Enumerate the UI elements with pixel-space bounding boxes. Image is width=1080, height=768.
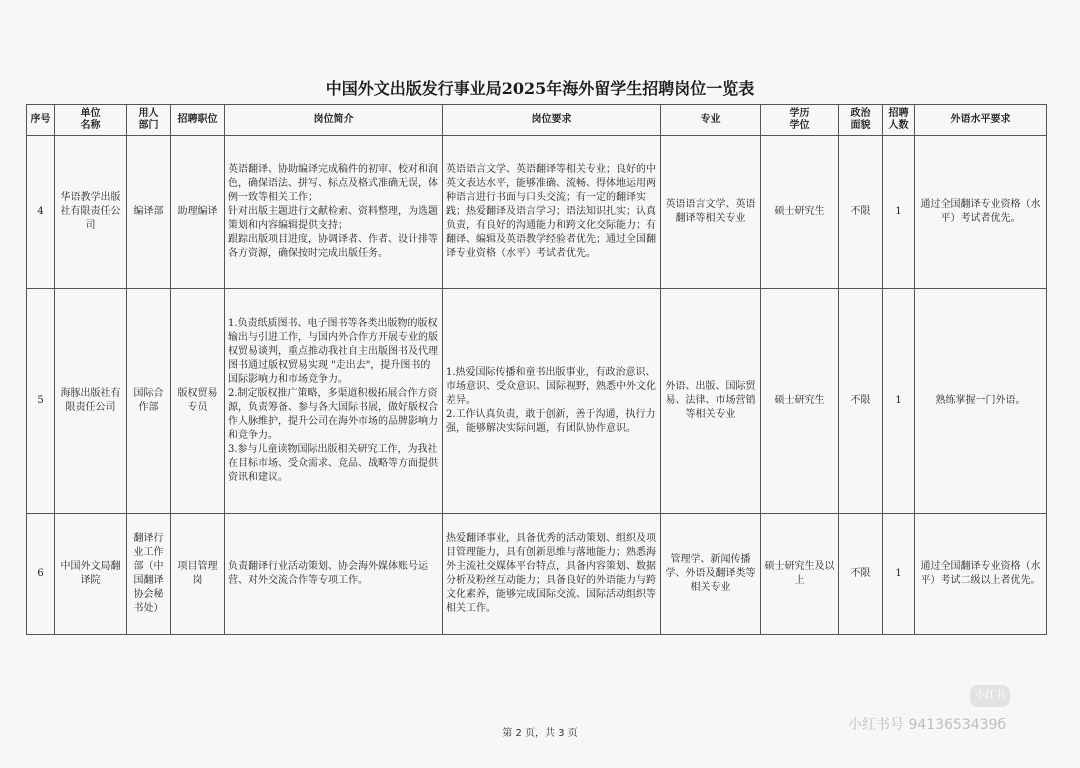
cell-language: 通过全国翻译专业资格（水平）考试者优先。 — [915, 136, 1047, 289]
cell-requirements: 1.热爱国际传播和童书出版事业，有政治意识、市场意识、受众意识、国际视野，熟悉中外文化差异。 2.工作认真负责，敢于创新，善于沟通，执行力强，能够解决实际问题，有团队协作意识。 — [443, 289, 661, 514]
header-political: 政治 面貌 — [839, 105, 883, 136]
cell-language: 熟练掌握一门外语。 — [915, 289, 1047, 514]
cell-degree: 硕士研究生及以上 — [761, 514, 839, 635]
cell-degree: 硕士研究生 — [761, 289, 839, 514]
cell-major: 管理学、新闻传播学、外语及翻译类等相关专业 — [661, 514, 761, 635]
cell-position: 版权贸易专员 — [171, 289, 225, 514]
header-degree: 学历 学位 — [761, 105, 839, 136]
header-dept: 用人 部门 — [127, 105, 171, 136]
cell-unit: 海豚出版社有限责任公司 — [55, 289, 127, 514]
cell-political: 不限 — [839, 514, 883, 635]
table-header-row — [27, 105, 1047, 136]
cell-seq: 6 — [27, 514, 55, 635]
cell-dept: 编译部 — [127, 136, 171, 289]
header-requirements: 岗位要求 — [443, 105, 661, 136]
table-row — [27, 136, 1047, 289]
header-position: 招聘职位 — [171, 105, 225, 136]
cell-position: 项目管理岗 — [171, 514, 225, 635]
cell-political: 不限 — [839, 289, 883, 514]
cell-unit: 中国外文局翻译院 — [55, 514, 127, 635]
cell-intro: 英语翻译、协助编译完成稿件的初审、校对和润色，确保语法、拼写、标点及格式准确无误，体例一致等相关工作； 针对出版主题进行文献检索、资料整理，为选题策划和内容编辑提供支持； 跟踪出版项目进度，协调译者、作者、设计排等各方资源，确保按时完成出版任务。 — [225, 136, 443, 289]
cell-requirements: 热爱翻译事业，具备优秀的活动策划、组织及项目管理能力，具有创新思维与落地能力；熟悉海外主流社交媒体平台特点，具备内容策划、数据分析及粉丝互动能力；具备良好的外语能力与跨文化素养，能够完成国际交流、国际活动组织等相关工作。 — [443, 514, 661, 635]
header-headcount: 招聘 人数 — [883, 105, 915, 136]
cell-major: 英语语言文学、英语翻译等相关专业 — [661, 136, 761, 289]
cell-intro: 1.负责纸质图书、电子图书等各类出版物的版权输出与引进工作，与国内外合作方开展专业的版权贸易谈判，重点推动我社自主出版图书及代理图书通过版权贸易实现 "走出去"，提升图书的国际影响力和市场竞争力。 2.制定版权推广策略，多渠道积极拓展合作方资源，负责筹备、参与各大国际书展，做好版权合作人脉维护，提升公司在海外市场的品牌影响力和竞争力。 3.参与儿童读物国际出版相关研究工作，为我社在目标市场、受众需求、竞品、战略等方面提供资讯和建议。 — [225, 289, 443, 514]
cell-position: 助理编译 — [171, 136, 225, 289]
watermark-user-id: 小红书号 9413653439б — [848, 717, 1007, 733]
cell-degree: 硕士研究生 — [761, 136, 839, 289]
table-row — [27, 514, 1047, 635]
header-major: 专业 — [661, 105, 761, 136]
watermark-logo: 小红书 — [970, 685, 1010, 707]
cell-political: 不限 — [839, 136, 883, 289]
cell-unit: 华语教学出版社有限责任公司 — [55, 136, 127, 289]
cell-major: 外语、出版、国际贸易、法律、市场营销等相关专业 — [661, 289, 761, 514]
cell-intro: 负责翻译行业活动策划、协会海外媒体账号运营、对外交流合作等专项工作。 — [225, 514, 443, 635]
jobs-table — [26, 104, 1047, 635]
header-intro: 岗位简介 — [225, 105, 443, 136]
table-row — [27, 289, 1047, 514]
cell-headcount: 1 — [883, 289, 915, 514]
page-number: 第 2 页，共 3 页 — [502, 728, 578, 739]
header-seq: 序号 — [27, 105, 55, 136]
cell-dept: 翻译行业工作部（中国翻译协会秘书处） — [127, 514, 171, 635]
cell-headcount: 1 — [883, 136, 915, 289]
cell-headcount: 1 — [883, 514, 915, 635]
cell-dept: 国际合作部 — [127, 289, 171, 514]
header-unit: 单位 名称 — [55, 105, 127, 136]
cell-seq: 5 — [27, 289, 55, 514]
header-language: 外语水平要求 — [915, 105, 1047, 136]
cell-language: 通过全国翻译专业资格（水平）考试二级以上者优先。 — [915, 514, 1047, 635]
page-title: 中国外文出版发行事业局2025年海外留学生招聘岗位一览表 — [325, 79, 755, 98]
cell-seq: 4 — [27, 136, 55, 289]
cell-requirements: 英语语言文学、英语翻译等相关专业；良好的中英文表达水平，能够准确、流畅、得体地运用两种语言进行书面与口头交流；有一定的翻译实践；热爱翻译及语言学习；语法知识扎实；认真负责，有良好的沟通能力和跨文化交际能力；有翻译、编辑及英语教学经验者优先；通过全国翻译专业资格（水平）考试者优先。 — [443, 136, 661, 289]
